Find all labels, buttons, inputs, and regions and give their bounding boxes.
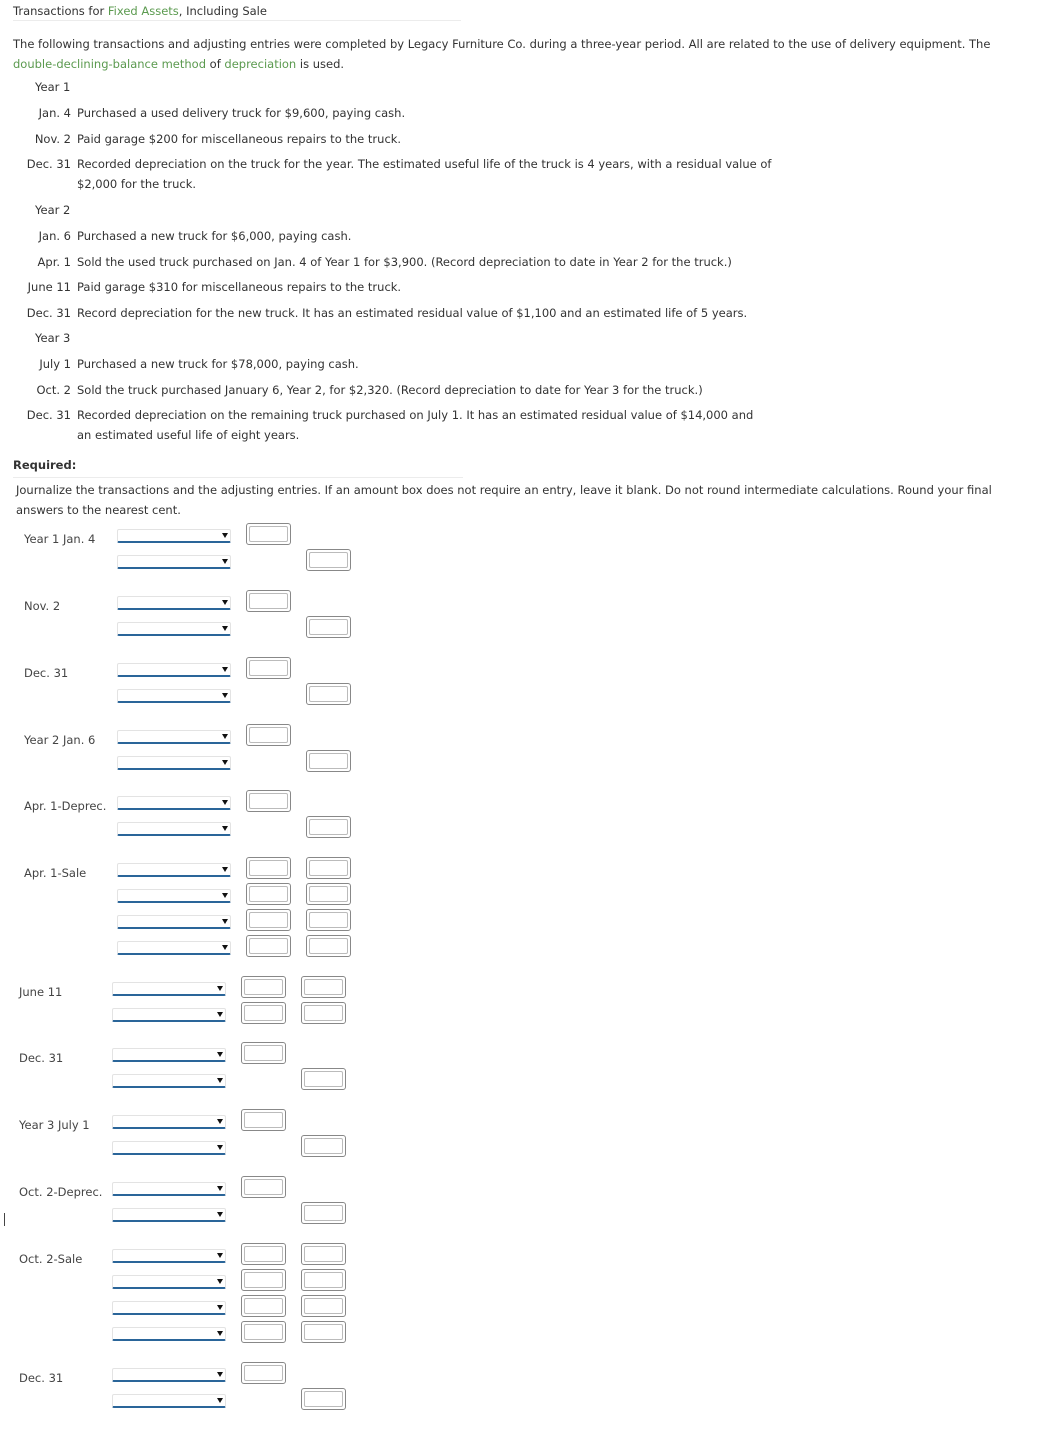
entry-date-label: Apr. 1-Sale — [24, 866, 87, 880]
account-select[interactable] — [112, 1327, 226, 1341]
credit-input[interactable] — [306, 935, 351, 957]
txn-text-line1: Recorded depreciation on the remaining truck purchased on July 1. It has an estimated residual value of $14,000 and — [77, 408, 754, 422]
entry-date-label: Dec. 31 — [24, 666, 69, 680]
credit-input[interactable] — [306, 683, 351, 705]
account-select[interactable] — [112, 1115, 226, 1129]
debit-input[interactable] — [246, 909, 291, 931]
account-select[interactable] — [117, 941, 231, 955]
chevron-down-icon — [222, 800, 228, 805]
txn-date: Jan. 4 — [38, 106, 71, 120]
credit-input[interactable] — [301, 1295, 346, 1317]
debit-input[interactable] — [241, 976, 286, 998]
account-select[interactable] — [117, 555, 231, 569]
account-select[interactable] — [117, 622, 231, 636]
txn-date: Oct. 2 — [36, 383, 71, 397]
debit-input[interactable] — [241, 1269, 286, 1291]
credit-input[interactable] — [301, 1202, 346, 1224]
chevron-down-icon — [217, 1186, 223, 1191]
txn-date: Dec. 31 — [26, 306, 71, 320]
account-select[interactable] — [112, 1182, 226, 1196]
credit-input[interactable] — [301, 1388, 346, 1410]
credit-input[interactable] — [301, 976, 346, 998]
chevron-down-icon — [217, 1372, 223, 1377]
account-select[interactable] — [112, 1208, 226, 1222]
debit-input[interactable] — [241, 1295, 286, 1317]
debit-input[interactable] — [246, 657, 291, 679]
chevron-down-icon — [217, 1305, 223, 1310]
account-select[interactable] — [112, 982, 226, 996]
credit-input[interactable] — [301, 1269, 346, 1291]
debit-input[interactable] — [241, 1042, 286, 1064]
entry-date-label: Oct. 2-Sale — [19, 1252, 83, 1266]
account-select[interactable] — [112, 1394, 226, 1408]
txn-text: Paid garage $200 for miscellaneous repairs to the truck. — [77, 132, 402, 146]
txn-text: Purchased a new truck for $78,000, paying cash. — [77, 357, 359, 371]
account-select[interactable] — [117, 689, 231, 703]
txn-text: Sold the used truck purchased on Jan. 4 of Year 1 for $3,900. (Record depreciation to date in Year 2 for the truck.) — [77, 255, 732, 269]
chevron-down-icon — [222, 559, 228, 564]
account-select[interactable] — [112, 1008, 226, 1022]
text-cursor — [4, 1213, 5, 1226]
txn-date: June 11 — [27, 280, 71, 294]
chevron-down-icon — [222, 600, 228, 605]
title-prefix: Transactions for — [13, 4, 108, 18]
chevron-down-icon — [222, 919, 228, 924]
debit-input[interactable] — [246, 724, 291, 746]
account-select[interactable] — [117, 663, 231, 677]
account-select[interactable] — [117, 756, 231, 770]
debit-input[interactable] — [241, 1002, 286, 1024]
account-select[interactable] — [112, 1249, 226, 1263]
title-suffix: , Including Sale — [178, 4, 267, 18]
credit-input[interactable] — [301, 1068, 346, 1090]
chevron-down-icon — [222, 760, 228, 765]
credit-input[interactable] — [301, 1321, 346, 1343]
intro-end: is used. — [296, 57, 345, 71]
debit-input[interactable] — [246, 883, 291, 905]
credit-input[interactable] — [306, 857, 351, 879]
credit-input[interactable] — [301, 1135, 346, 1157]
txn-date: Nov. 2 — [34, 132, 71, 146]
chevron-down-icon — [217, 1398, 223, 1403]
txn-date: Dec. 31 — [26, 408, 71, 422]
txn-text: Sold the truck purchased January 6, Year 2, for $2,320. (Record depreciation to date for Year 3 for the truck.) — [77, 383, 703, 397]
credit-input[interactable] — [306, 883, 351, 905]
entry-date-label: Year 2 Jan. 6 — [24, 733, 96, 747]
chevron-down-icon — [217, 1253, 223, 1258]
year-heading: Year 3 — [35, 331, 71, 345]
txn-text — [77, 154, 777, 194]
txn-text-line1: Recorded depreciation on the truck for the year. The estimated useful life of the truck is 4 years, with a residual value of — [77, 157, 772, 171]
credit-input[interactable] — [306, 816, 351, 838]
txn-date: July 1 — [39, 357, 71, 371]
debit-input[interactable] — [246, 590, 291, 612]
chevron-down-icon — [217, 1052, 223, 1057]
debit-input[interactable] — [241, 1176, 286, 1198]
entry-date-label: Year 3 July 1 — [19, 1118, 90, 1132]
required-line2: answers to the nearest cent. — [16, 503, 181, 517]
chevron-down-icon — [222, 734, 228, 739]
required-heading: Required: — [13, 458, 77, 472]
entry-date-label: Year 1 Jan. 4 — [24, 532, 96, 546]
debit-input[interactable] — [246, 857, 291, 879]
account-select[interactable] — [117, 863, 231, 877]
entry-date-label: Nov. 2 — [24, 599, 61, 613]
chevron-down-icon — [217, 1145, 223, 1150]
account-select[interactable] — [117, 529, 231, 543]
chevron-down-icon — [222, 826, 228, 831]
account-select[interactable] — [117, 796, 231, 810]
year-heading: Year 1 — [35, 80, 71, 94]
txn-text — [77, 405, 777, 445]
intro-paragraph — [13, 34, 1013, 74]
entry-date-label: Dec. 31 — [19, 1051, 64, 1065]
txn-date: Jan. 6 — [38, 229, 71, 243]
account-select[interactable] — [112, 1074, 226, 1088]
txn-text: Record depreciation for the new truck. It has an estimated residual value of $1,100 and an estimated life of 5 years. — [77, 306, 748, 320]
required-instructions — [16, 480, 1006, 520]
debit-input[interactable] — [241, 1362, 286, 1384]
debit-input[interactable] — [246, 523, 291, 545]
credit-input[interactable] — [301, 1243, 346, 1265]
credit-input[interactable] — [306, 909, 351, 931]
account-select[interactable] — [112, 1275, 226, 1289]
entry-date-label: Oct. 2-Deprec. — [19, 1185, 103, 1199]
account-select[interactable] — [117, 596, 231, 610]
chevron-down-icon — [217, 1078, 223, 1083]
account-select[interactable] — [112, 1301, 226, 1315]
debit-input[interactable] — [241, 1243, 286, 1265]
chevron-down-icon — [217, 1331, 223, 1336]
required-line1: Journalize the transactions and the adjusting entries. If an amount box does not require an entry, leave it blank. Do not round intermediate calculations. Round your final — [16, 483, 992, 497]
entry-date-label: Apr. 1-Deprec. — [24, 799, 107, 813]
chevron-down-icon — [222, 945, 228, 950]
debit-input[interactable] — [241, 1321, 286, 1343]
intro-line1: The following transactions and adjusting entries were completed by Legacy Furniture Co. during a three-year period. All are related to the use of delivery equipment. The — [13, 37, 991, 51]
account-select[interactable] — [112, 1141, 226, 1155]
page-title — [13, 4, 461, 21]
chevron-down-icon — [217, 1119, 223, 1124]
chevron-down-icon — [222, 893, 228, 898]
credit-input[interactable] — [301, 1002, 346, 1024]
ddb-method-link[interactable]: double-declining-balance method — [13, 57, 206, 71]
txn-text-line2: $2,000 for the truck. — [77, 177, 197, 191]
chevron-down-icon — [222, 533, 228, 538]
txn-date: Dec. 31 — [26, 157, 71, 171]
chevron-down-icon — [217, 1012, 223, 1017]
divider — [13, 477, 463, 478]
chevron-down-icon — [222, 867, 228, 872]
debit-input[interactable] — [246, 935, 291, 957]
chevron-down-icon — [222, 626, 228, 631]
depreciation-link[interactable]: depreciation — [224, 57, 297, 71]
txn-date: Apr. 1 — [37, 255, 71, 269]
credit-input[interactable] — [306, 549, 351, 571]
account-select[interactable] — [112, 1048, 226, 1062]
entry-date-label: June 11 — [19, 985, 63, 999]
chevron-down-icon — [217, 986, 223, 991]
credit-input[interactable] — [306, 616, 351, 638]
chevron-down-icon — [217, 1212, 223, 1217]
chevron-down-icon — [217, 1279, 223, 1284]
account-select[interactable] — [112, 1368, 226, 1382]
year-heading: Year 2 — [35, 203, 71, 217]
txn-text-line2: an estimated useful life of eight years. — [77, 428, 300, 442]
txn-text: Purchased a used delivery truck for $9,600, paying cash. — [77, 106, 406, 120]
account-select[interactable] — [117, 730, 231, 744]
account-select[interactable] — [117, 822, 231, 836]
debit-input[interactable] — [246, 790, 291, 812]
debit-input[interactable] — [241, 1109, 286, 1131]
intro-mid: of — [206, 57, 225, 71]
account-select[interactable] — [117, 915, 231, 929]
txn-text: Purchased a new truck for $6,000, paying cash. — [77, 229, 352, 243]
entry-date-label: Dec. 31 — [19, 1371, 64, 1385]
fixed-assets-link[interactable]: Fixed Assets — [107, 4, 179, 18]
account-select[interactable] — [117, 889, 231, 903]
chevron-down-icon — [222, 693, 228, 698]
txn-text: Paid garage $310 for miscellaneous repairs to the truck. — [77, 280, 402, 294]
chevron-down-icon — [222, 667, 228, 672]
credit-input[interactable] — [306, 750, 351, 772]
